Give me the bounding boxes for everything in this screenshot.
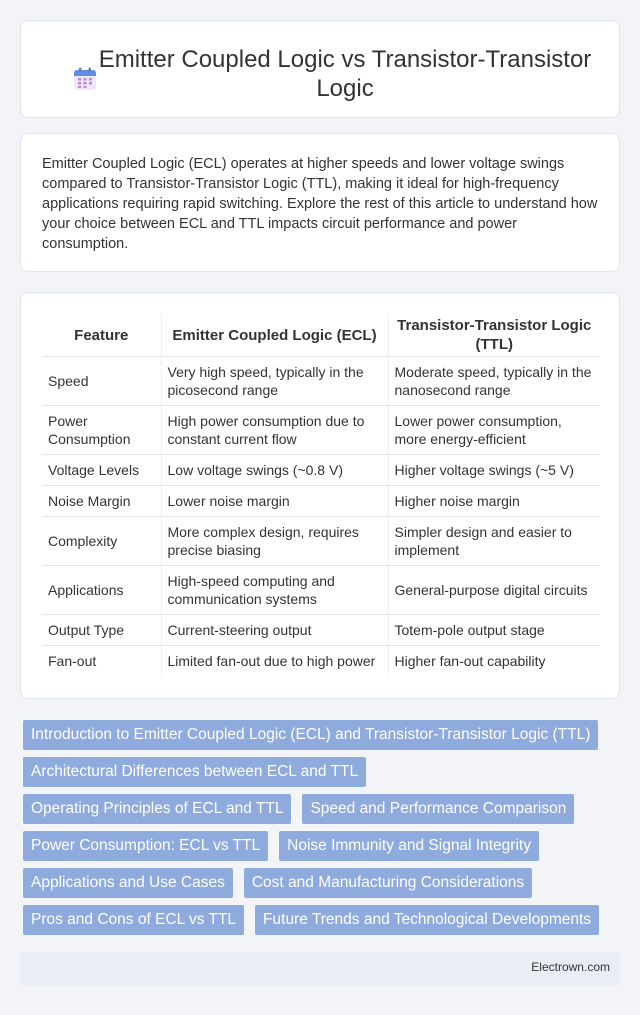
comparison-table-card [20,292,620,699]
topic-link[interactable]: Speed and Performance Comparison [302,794,574,824]
topic-link[interactable]: Cost and Manufacturing Considerations [244,868,532,898]
topic-link[interactable]: Introduction to Emitter Coupled Logic (ECL) and Transistor-Transistor Logic (TTL) [23,720,598,750]
table-cell: Limited fan-out due to high power [161,646,388,677]
table-cell: Moderate speed, typically in the nanosecond range [388,357,600,406]
table-row [42,517,600,566]
topic-link[interactable]: Future Trends and Technological Developments [255,905,599,935]
table-row [42,455,600,486]
header-ttl: Transistor-Transistor Logic (TTL) [388,313,600,357]
intro-paragraph: Emitter Coupled Logic (ECL) operates at higher speeds and lower voltage swings compared to Transistor-Transistor Logic (TTL), making it ideal for high-frequency applications requiring rapid switching. Explore the rest of this article to understand how your choice between ECL and TTL impacts circuit performance and power consumption. [42,156,598,252]
header-ecl: Emitter Coupled Logic (ECL) [161,313,388,357]
topic-link[interactable]: Noise Immunity and Signal Integrity [279,831,539,861]
table-row [42,357,600,406]
table-cell: Voltage Levels [42,455,161,486]
table-cell: Current-steering output [161,615,388,646]
table-cell: Simpler design and easier to implement [388,517,600,566]
table-cell: Low voltage swings (~0.8 V) [161,455,388,486]
table-cell: Power Consumption [42,406,161,455]
table-row [42,646,600,677]
table-cell: Lower noise margin [161,486,388,517]
topic-link[interactable]: Architectural Differences between ECL and TTL [23,757,366,787]
table-cell: Higher noise margin [388,486,600,517]
table-cell: Totem-pole output stage [388,615,600,646]
topic-links [20,720,620,942]
table-row [42,566,600,615]
table-cell: Higher fan-out capability [388,646,600,677]
header-feature: Feature [42,313,161,357]
table-cell: General-purpose digital circuits [388,566,600,615]
table-cell: Speed [42,357,161,406]
table-cell: Fan-out [48,653,97,670]
title-card [20,20,620,118]
intro-card [20,133,620,272]
table-row [42,486,600,517]
table-cell: Noise Margin [42,486,161,517]
topic-link[interactable]: Applications and Use Cases [23,868,233,898]
page-title: Emitter Coupled Logic vs Transistor-Transistor Logic [98,46,592,102]
table-cell: Very high speed, typically in the picosecond range [161,357,388,406]
table-cell: High-speed computing and communication systems [161,566,388,615]
table-cell: Applications [42,566,161,615]
table-cell: Complexity [42,517,161,566]
topic-link[interactable]: Pros and Cons of ECL vs TTL [23,905,244,935]
table-header-row [42,313,600,357]
table-cell: Lower power consumption, more energy-efficient [388,406,600,455]
topic-link[interactable]: Power Consumption: ECL vs TTL [23,831,268,861]
footer [20,952,620,985]
table-cell: Output Type [42,615,161,646]
footer-brand: Electrown.com [531,960,610,974]
table-row [42,615,600,646]
topic-link[interactable]: Operating Principles of ECL and TTL [23,794,291,824]
table-cell: Higher voltage swings (~5 V) [388,455,600,486]
table-row [42,406,600,455]
table-cell: More complex design, requires precise biasing [161,517,388,566]
comparison-table [42,313,600,677]
table-cell: High power consumption due to constant current flow [161,406,388,455]
